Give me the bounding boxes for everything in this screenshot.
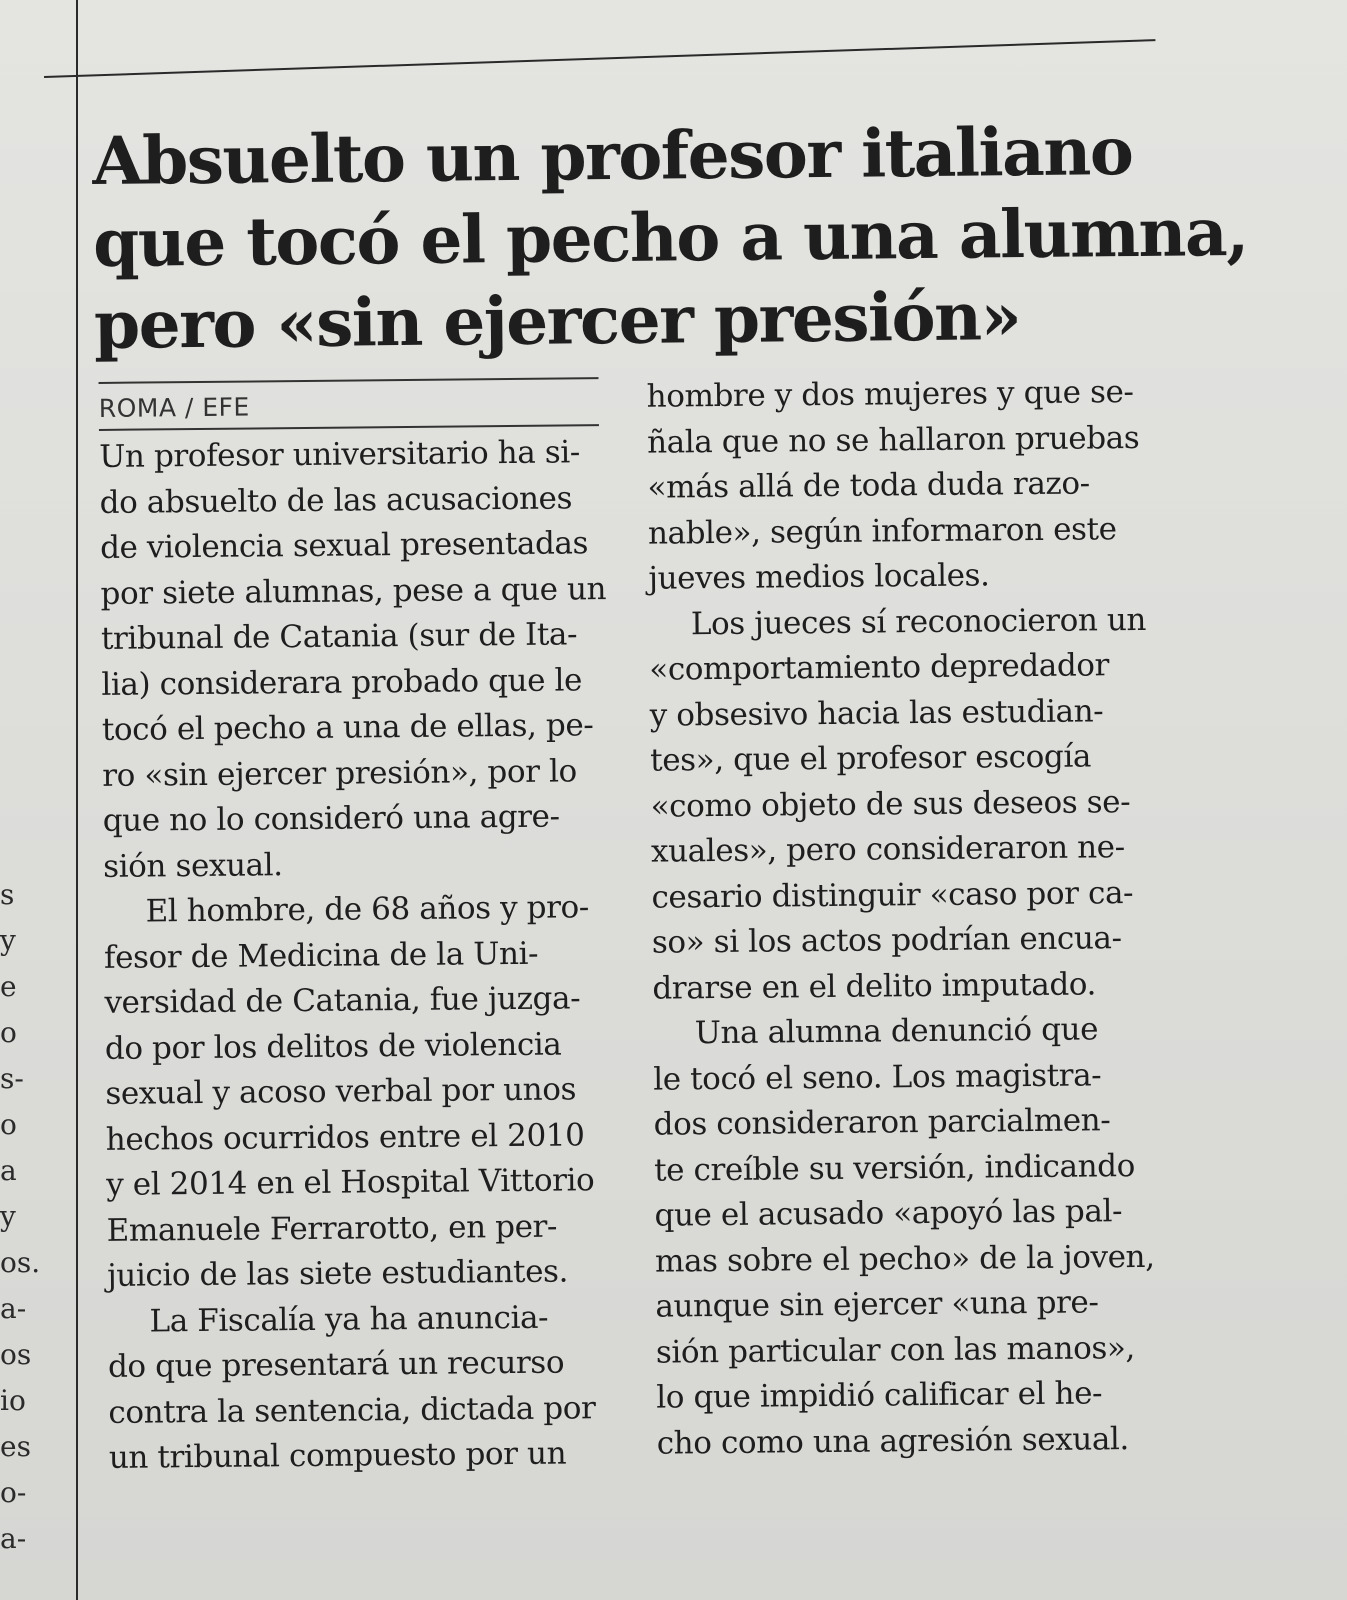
text-line: versidad de Catania, fue juzga- [104,980,581,1021]
text-line: El hombre, de 68 años y pro- [145,889,590,930]
fragment-text: a- [0,1292,27,1325]
text-line: «como objeto de sus deseos se- [650,783,1131,825]
text-line: y obsesivo hacia las estudian- [649,692,1104,734]
text-line: jueves medios locales. [648,557,990,597]
text-line: nable», según informaron este [647,510,1117,552]
right-column-text [646,370,1176,1467]
text-line: aunque sin ejercer «una pre- [655,1284,1099,1325]
text-line: lo que impidió calificar el he- [656,1375,1103,1416]
column-divider [76,0,78,1600]
text-line: do absuelto de las acusaciones [99,479,573,521]
left-column-text [99,430,629,1481]
text-line: Un profesor universitario ha si- [99,434,581,475]
text-line: te creíble su versión, indicando [653,1147,1136,1189]
text-line: juicio de las siete estudiantes. [106,1253,569,1294]
fragment-text: s- [0,1062,24,1095]
fragment-text: e [0,970,17,1003]
headline-line: que tocó el pecho a una alumna, [92,192,1249,282]
text-line: do por los delitos de violencia [104,1026,562,1067]
text-line: de violencia sexual presentadas [99,525,589,566]
text-line: cesario distinguir «caso por ca- [651,874,1134,916]
text-line: ñala que no se hallaron pruebas [646,419,1140,461]
fragment-text: s [0,878,15,911]
article [92,109,1249,1476]
byline-rules [99,377,599,431]
adjacent-column-fragments [0,872,40,1562]
fragment-text: a- [0,1522,27,1555]
text-line: dos consideraron parcialmen- [653,1102,1111,1143]
text-line: sión sexual. [102,846,283,885]
text-line: «más allá de toda duda razo- [647,465,1090,506]
right-column [646,372,1176,1467]
text-line: Emanuele Ferrarotto, en per- [106,1208,558,1249]
text-line: Los jueces sí reconocieron un [690,601,1147,642]
text-line: que el acusado «apoyó las pal- [654,1193,1123,1234]
fragment-text: es [0,1430,31,1463]
fragment-text: os [0,1338,32,1371]
text-line: un tribunal compuesto por un [108,1435,567,1476]
text-line: drarse en el delito imputado. [652,965,1097,1007]
text-line: le tocó el seno. Los magistra- [653,1056,1102,1098]
byline: ROMA / EFE [98,392,250,423]
text-line: que no lo consideró una agre- [102,798,560,839]
text-line: La Fiscalía ya ha anuncia- [149,1299,549,1340]
text-line: por siete alumnas, pese a que un [100,570,607,612]
left-column [99,377,630,1481]
text-line: «comportamiento depredador [649,647,1110,688]
text-line: hombre y dos mujeres y que se- [646,374,1134,415]
text-line: mas sobre el pecho» de la joven, [654,1238,1155,1280]
headline-line: Absuelto un profesor italiano [92,112,1133,200]
article-columns [98,371,1199,1476]
fragment-text: os. [0,1246,41,1279]
headline [92,109,1249,366]
headline-line: pero «sin ejercer presión» [93,277,1021,364]
text-line: xuales», pero consideraron ne- [650,829,1125,870]
text-line: fesor de Medicina de la Uni- [103,935,539,976]
text-line: tribunal de Catania (sur de Ita- [100,616,578,657]
fragment-text: y [0,1200,16,1233]
text-line: lia) considerara probado que le [101,661,583,703]
text-line: sión particular con las manos», [655,1329,1136,1371]
text-line: do que presentará un recurso [107,1344,565,1385]
text-line: hechos ocurridos entre el 2010 [105,1116,585,1158]
text-line: Una alumna denunció que [694,1011,1099,1052]
fragment-text: o [0,1016,17,1049]
text-line: tes», que el profesor escogía [650,738,1092,779]
fragment-text: y [0,924,16,957]
fragment-text: io [0,1384,26,1417]
text-line: y el 2014 en el Hospital Vittorio [106,1162,595,1203]
top-rule [44,39,1155,78]
text-line: ro «sin ejercer presión», por lo [102,752,577,794]
text-line: sexual y acoso verbal por unos [105,1071,577,1112]
fragment-text: a [0,1154,17,1187]
text-line: tocó el pecho a una de ellas, pe- [101,707,594,748]
text-line: cho como una agresión sexual. [656,1420,1130,1462]
fragment-text: o- [0,1476,27,1509]
text-line: so» si los actos podrían encua- [651,920,1122,961]
fragment-text: o [0,1108,17,1141]
text-line: contra la sentencia, dictada por [108,1389,596,1431]
